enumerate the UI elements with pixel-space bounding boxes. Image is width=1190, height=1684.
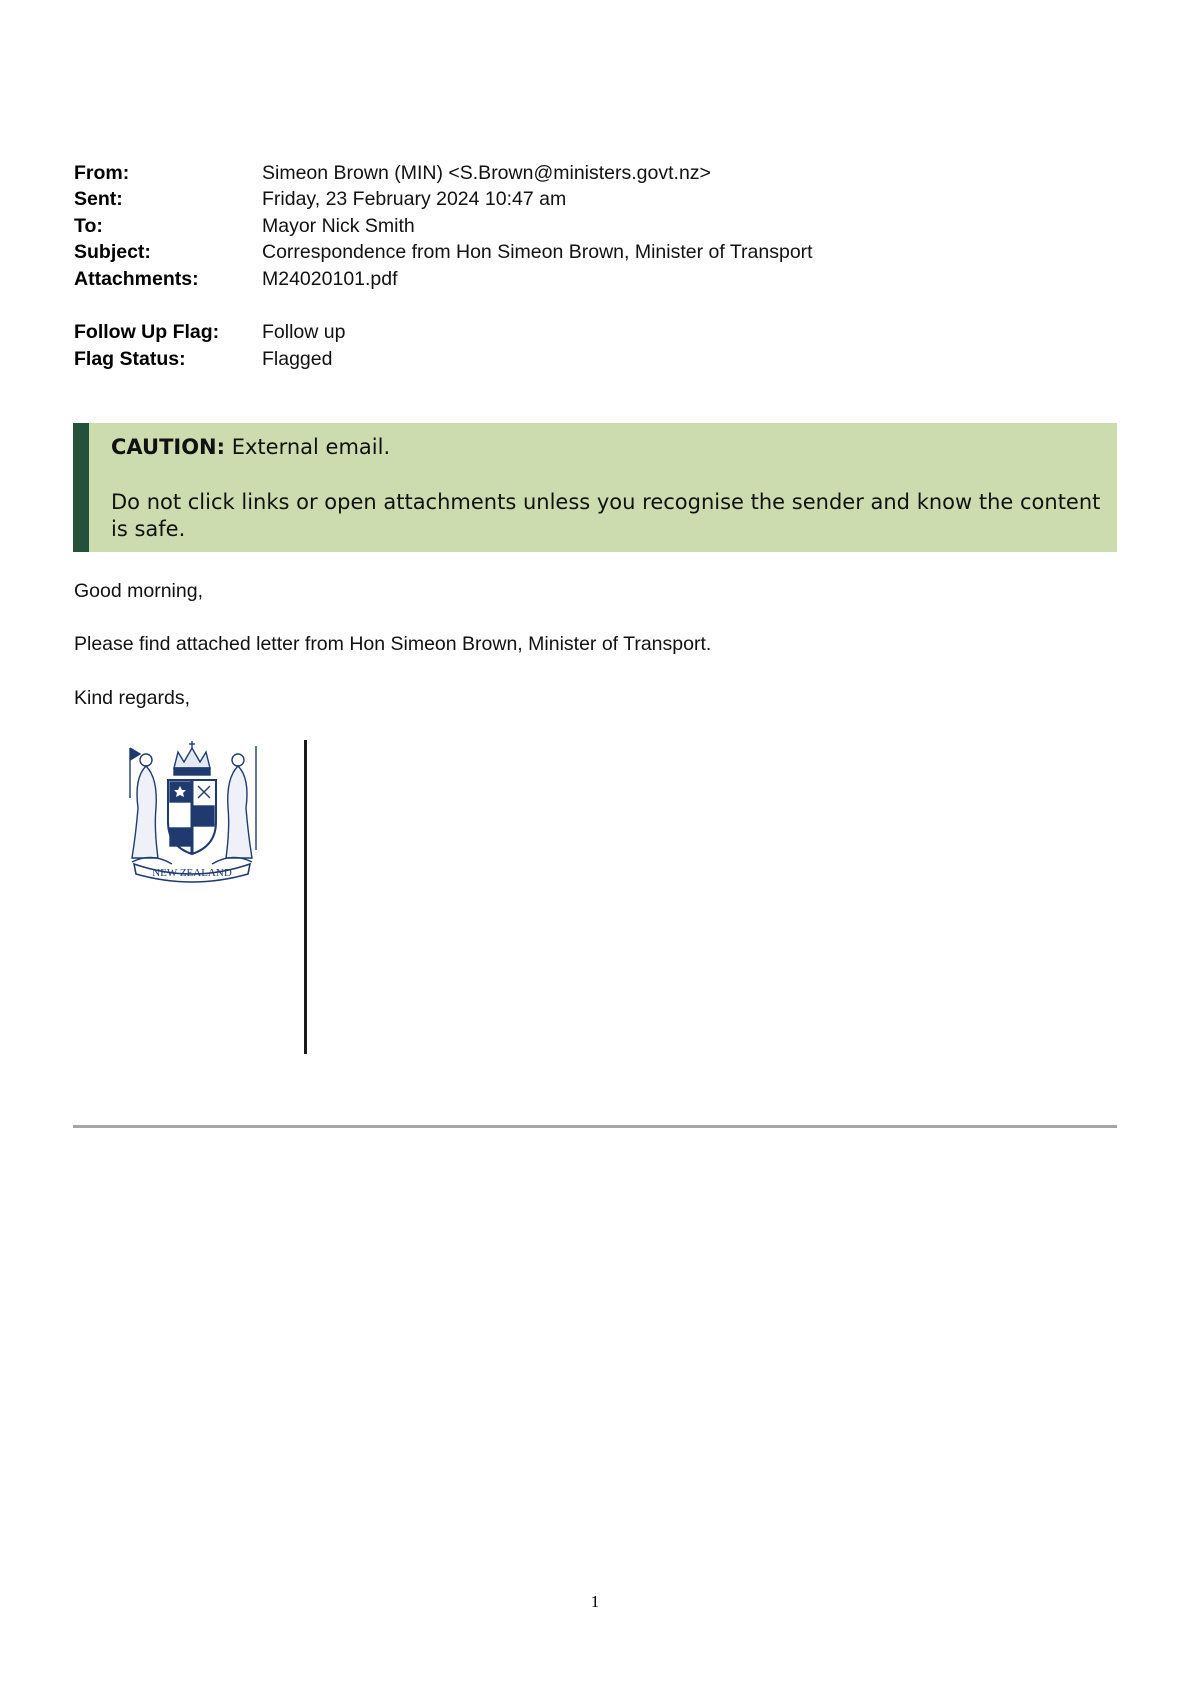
follow-up-flag-label: Follow Up Flag:	[74, 321, 220, 344]
caution-heading-rest: External email.	[225, 435, 391, 459]
attachments-row	[74, 266, 813, 293]
sent-label: Sent:	[74, 188, 123, 211]
to-row	[74, 213, 813, 240]
signature-divider	[304, 740, 307, 1054]
nz-coat-of-arms-icon	[112, 738, 272, 886]
from-label: From:	[74, 161, 130, 184]
to-value: Mayor Nick Smith	[262, 214, 415, 237]
attachments-label: Attachments:	[74, 267, 199, 290]
from-row	[74, 160, 813, 187]
page-number: 1	[590, 1592, 600, 1611]
flag-status-label: Flag Status:	[74, 347, 186, 370]
sent-value: Friday, 23 February 2024 10:47 am	[262, 188, 567, 211]
subject-row	[74, 240, 813, 267]
caution-message: Do not click links or open attachments unless you recognise the sender and know the content is safe.	[111, 490, 1101, 541]
caution-label: CAUTION:	[111, 435, 226, 459]
to-label: To:	[74, 214, 103, 237]
subject-label: Subject:	[74, 241, 151, 264]
crest-banner-text: NEW ZEALAND	[152, 867, 232, 879]
follow-up-flag-value: Follow up	[262, 321, 346, 344]
caution-banner	[73, 423, 1117, 552]
sent-row	[74, 187, 813, 214]
subject-value: Correspondence from Hon Simeon Brown, Minister of Transport	[262, 241, 813, 264]
caution-heading	[111, 435, 390, 459]
attachment-file[interactable]: M24020101.pdf	[262, 267, 398, 290]
closing: Kind regards,	[74, 687, 190, 709]
body-message: Please find attached letter from Hon Simeon Brown, Minister of Transport.	[74, 633, 712, 655]
email-header	[74, 160, 813, 373]
greeting: Good morning,	[74, 580, 203, 602]
horizontal-rule	[73, 1125, 1117, 1128]
follow-up-flag-row	[74, 320, 813, 347]
flag-status-value: Flagged	[262, 347, 333, 370]
flag-status-row	[74, 346, 813, 373]
from-value: Simeon Brown (MIN) <S.Brown@ministers.govt.nz>	[262, 161, 711, 184]
